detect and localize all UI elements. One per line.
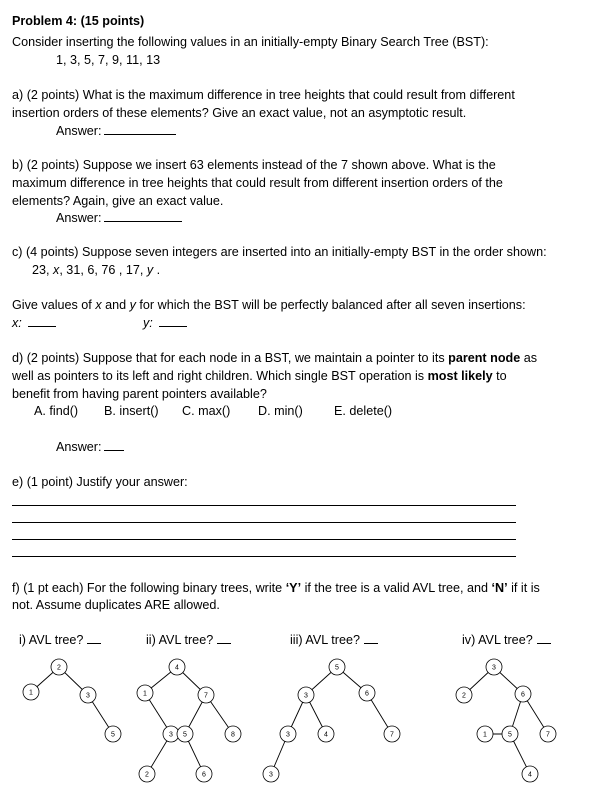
question-c-line1: c) (4 points) Suppose seven integers are inserted into an initially-empty BST in the order shown: — [12, 245, 547, 259]
option-e: E. delete() — [334, 404, 393, 418]
d-line2-pre: well as pointers to its left and right children. Which single BST operation is — [12, 369, 428, 383]
avl-label-ii — [146, 633, 231, 648]
d-line2-bold: most likely — [427, 369, 493, 383]
avl-label-ii-text: ii) AVL tree? — [146, 633, 214, 647]
question-d-line3: benefit from having parent pointers available? — [12, 387, 267, 401]
avl-label-i — [19, 633, 101, 648]
intro-text: Consider inserting the following values in an initially-empty Binary Search Tree (BST): — [12, 35, 489, 49]
seq-mid: , 31, 6, 76 , 17, — [59, 263, 147, 277]
c-line3-y: y — [129, 298, 136, 312]
question-a-line2: insertion orders of these elements? Give an exact value, not an asymptotic result. — [12, 106, 467, 120]
c-line3-pre: Give values of — [12, 298, 96, 312]
c-line3-post: for which the BST will be perfectly balanced after all seven insertions: — [135, 298, 526, 312]
answer-x — [12, 316, 56, 331]
question-c-line3 — [12, 298, 526, 313]
answer-b-label: Answer: — [56, 211, 102, 225]
tree-iii-node-label: 4 — [324, 731, 328, 739]
answer-d-blank[interactable] — [104, 449, 124, 451]
avl-label-iii — [290, 633, 378, 648]
seq-end: . — [153, 263, 161, 277]
option-a: A. find() — [34, 404, 79, 418]
tree-iv-node-label: 3 — [492, 664, 496, 672]
question-d-line2 — [12, 369, 507, 384]
answer-a — [56, 124, 176, 139]
tree-ii-node-label: 5 — [183, 731, 187, 739]
tree-ii-node-label: 8 — [231, 731, 235, 739]
y-blank[interactable] — [159, 325, 187, 327]
tree-ii-node-label: 3 — [169, 731, 173, 739]
question-e-line1: e) (1 point) Justify your answer: — [12, 475, 188, 489]
avl-label-iii-text: iii) AVL tree? — [290, 633, 360, 647]
option-d: D. min() — [258, 404, 303, 418]
answer-a-label: Answer: — [56, 124, 102, 138]
avl-blank-iv[interactable] — [537, 642, 551, 644]
justify-line-1[interactable] — [12, 505, 516, 506]
avl-label-iv — [462, 633, 551, 648]
tree-iii-node-label: 3 — [304, 692, 308, 700]
question-b-line2: maximum difference in tree heights that could result from different insertion orders of the — [12, 176, 503, 190]
answer-d — [56, 440, 124, 455]
avl-trees-figure — [0, 650, 611, 808]
question-f-line2: not. Assume duplicates ARE allowed. — [12, 598, 220, 612]
question-b-line1: b) (2 points) Suppose we insert 63 elements instead of the 7 shown above. What is the — [12, 158, 496, 172]
tree-ii-node-label: 2 — [145, 771, 149, 779]
question-a-line1: a) (2 points) What is the maximum difference in tree heights that could result from different — [12, 88, 515, 102]
d-line2-post: to — [492, 369, 507, 383]
justify-line-3[interactable] — [12, 539, 516, 540]
tree-i-node-label: 1 — [29, 689, 33, 697]
y-label: y: — [143, 316, 153, 330]
tree-i-node-label: 5 — [111, 731, 115, 739]
seq-x: x — [53, 263, 60, 277]
seq-y: y — [146, 263, 154, 277]
avl-blank-ii[interactable] — [217, 642, 231, 644]
tree-iii-node-label: 5 — [335, 664, 339, 672]
tree-iv-node-label: 4 — [528, 771, 532, 779]
tree-iv-node-label: 5 — [508, 731, 512, 739]
tree-iii-node-label: 3 — [286, 731, 290, 739]
question-d-line1 — [12, 351, 537, 366]
option-c: C. max() — [182, 404, 231, 418]
avl-blank-i[interactable] — [87, 642, 101, 644]
tree-iii-node-label: 3 — [269, 771, 273, 779]
tree-ii-node-label: 6 — [202, 771, 206, 779]
question-f-line1 — [12, 581, 540, 596]
seq-prefix: 23, — [32, 263, 54, 277]
question-b-line3: elements? Again, give an exact value. — [12, 194, 224, 208]
answer-a-blank[interactable] — [104, 133, 176, 135]
values-list: 1, 3, 5, 7, 9, 11, 13 — [56, 53, 161, 67]
tree-i-node-label: 2 — [57, 664, 61, 672]
c-line3-mid: and — [101, 298, 130, 312]
tree-iv-node-label: 7 — [546, 731, 550, 739]
justify-line-2[interactable] — [12, 522, 516, 523]
x-blank[interactable] — [28, 325, 56, 327]
tree-i-node-label: 3 — [86, 692, 90, 700]
answer-b-blank[interactable] — [104, 220, 182, 222]
c-line3-x: x — [95, 298, 102, 312]
tree-ii-node-label: 4 — [175, 664, 179, 672]
avl-blank-iii[interactable] — [364, 642, 378, 644]
tree-iii-node-label: 7 — [390, 731, 394, 739]
option-b: B. insert() — [104, 404, 159, 418]
answer-y — [143, 316, 187, 331]
x-label: x: — [12, 316, 22, 330]
answer-b — [56, 211, 182, 226]
f-line1-q1: ‘Y’ — [285, 581, 302, 595]
tree-ii-node-label: 7 — [204, 692, 208, 700]
tree-ii-node-label: 1 — [143, 690, 147, 698]
tree-iv-node-label: 6 — [521, 691, 525, 699]
tree-iv-node-label: 1 — [483, 731, 487, 739]
f-line1-pre: f) (1 pt each) For the following binary trees, write — [12, 581, 286, 595]
tree-iv-node-label: 2 — [462, 692, 466, 700]
d-line1-post: as — [520, 351, 538, 365]
avl-label-iv-text: iv) AVL tree? — [462, 633, 533, 647]
problem-title: Problem 4: (15 points) — [12, 14, 145, 28]
d-line1-pre: d) (2 points) Suppose that for each node in a BST, we maintain a pointer to its — [12, 351, 449, 365]
f-line1-q2: ‘N’ — [491, 581, 508, 595]
f-line1-post: if it is — [507, 581, 540, 595]
justify-line-4[interactable] — [12, 556, 516, 557]
f-line1-mid: if the tree is a valid AVL tree, and — [301, 581, 492, 595]
avl-label-i-text: i) AVL tree? — [19, 633, 84, 647]
answer-d-label: Answer: — [56, 440, 102, 454]
insertion-sequence — [32, 263, 160, 278]
d-line1-bold: parent node — [448, 351, 521, 365]
tree-iii-node-label: 6 — [365, 690, 369, 698]
